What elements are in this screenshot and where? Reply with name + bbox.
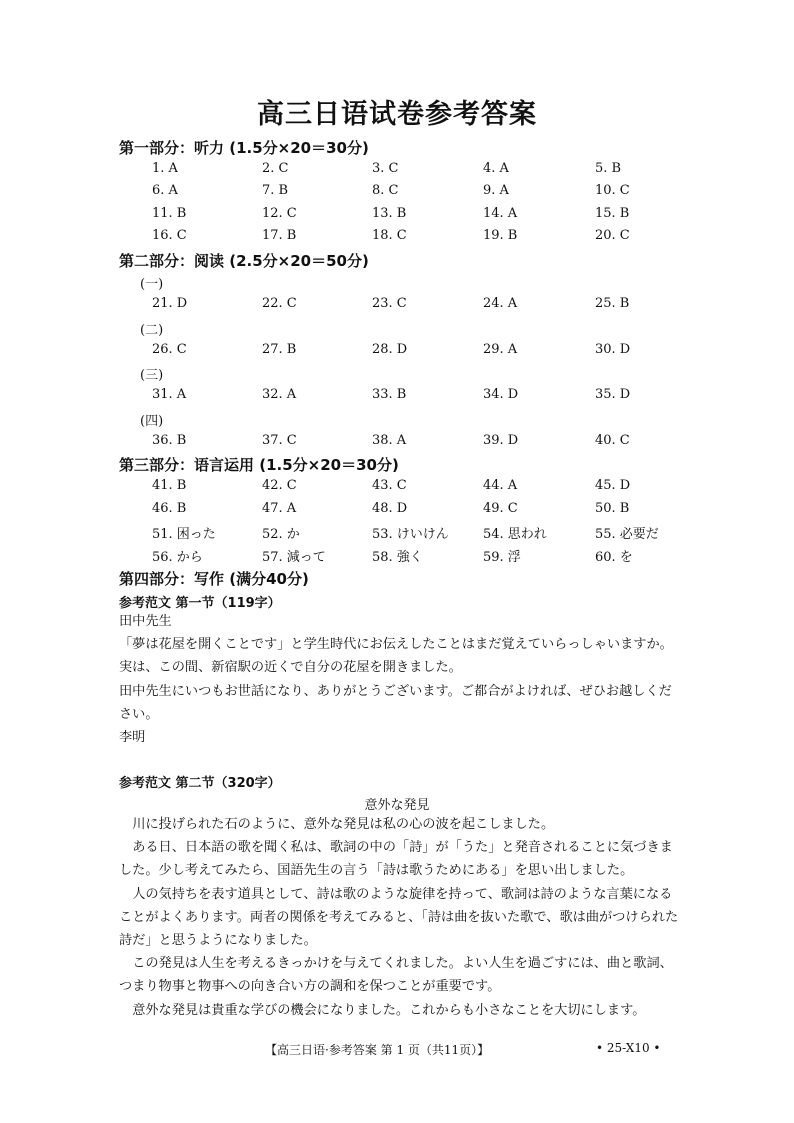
essay-paragraph: この発見は人生を考えるきっかけを与えてくれました。よい人生を過ごすには、曲と歌詞、つまり物事と物事への向き合い方の調和を保つことが重要です。 [119,956,673,995]
answer-row [0,501,794,521]
answer-cell: 13. B [372,206,407,221]
answer-cell: 48. D [372,501,408,516]
answer-cell: 60. を [595,550,633,565]
answer-cell: 4. A [483,161,509,176]
answer-cell: 19. B [483,228,518,243]
answer-cell: 40. C [595,433,630,448]
part2-heading: 第二部分：阅读 (2.5分×20＝50分) [119,252,369,270]
answer-cell: 2. C [262,161,289,176]
answer-cell: 47. A [262,501,297,516]
answer-cell: 17. B [262,228,297,243]
subsection-label: (二) [140,323,164,338]
answer-cell: 1. A [152,161,178,176]
answer-row [0,296,794,316]
footer-code: • 25-X10 • [596,1041,661,1055]
answer-cell: 44. A [483,478,518,493]
answer-cell: 16. C [152,228,187,243]
answer-row [0,228,794,248]
answer-cell: 30. D [595,342,631,357]
answer-cell: 33. B [372,387,407,402]
answer-cell: 38. A [372,433,407,448]
answer-cell: 52. か [262,527,300,542]
answer-cell: 12. C [262,206,297,221]
answer-cell: 25. B [595,296,630,311]
answer-cell: 18. C [372,228,407,243]
essay-paragraph: 意外な発見は貴重な学びの機会になりました。これからも小さなことを大切にします。 [132,1002,646,1018]
answer-cell: 56. から [152,550,203,565]
answer-cell: 57. 減って [262,550,326,565]
answer-cell: 36. B [152,433,187,448]
answer-cell: 35. D [595,387,631,402]
answer-cell: 21. D [152,296,188,311]
sample1-line: 田中先生 [119,614,172,629]
answer-cell: 24. A [483,296,518,311]
essay-paragraph: ある日、日本語の歌を聞く私は、歌詞の中の「詩」が「うた」と発音されることに気づきました。少し考えてみたら、国語先生の言う「詩は歌うためにある」を思い出しました。 [119,840,673,879]
answer-cell: 5. B [595,161,622,176]
answer-cell: 22. C [262,296,297,311]
answer-cell: 50. B [595,501,630,516]
answer-row [0,387,794,407]
answer-cell: 27. B [262,342,297,357]
part3-heading: 第三部分：语言运用 (1.5分×20＝30分) [119,456,399,474]
answer-cell: 51. 困った [152,527,216,542]
sample1-line: 田中先生にいつもお世話になり、ありがとうございます。ご都合がよければ、ぜひお越しください。 [119,683,672,722]
answer-cell: 31. A [152,387,187,402]
part4-heading: 第四部分：写作 (满分40分) [119,570,309,588]
answer-cell: 32. A [262,387,297,402]
answer-cell: 59. 浮 [483,550,521,565]
answer-row [0,523,794,543]
answer-cell: 20. C [595,228,630,243]
subsection-label: (四) [140,414,164,429]
answer-cell: 14. A [483,206,518,221]
answer-cell: 15. B [595,206,630,221]
subsection-label: (一) [140,277,164,292]
answer-cell: 9. A [483,183,509,198]
part1-heading: 第一部分：听力 (1.5分×20＝30分) [119,139,369,157]
answer-row [0,161,794,181]
essay-paragraph: 人の気持ちを表す道具として、詩は歌のような旋律を持って、歌詞は詩のような言葉になることがよくあります。両者の関係を考えてみると、「詩は曲を抜いた歌で、歌は曲がつけられた詩だ」と思うようになりました。 [119,886,679,949]
answer-cell: 49. C [483,501,518,516]
answer-cell: 54. 思われ [483,527,547,542]
answer-cell: 29. A [483,342,518,357]
sample1-body [119,610,679,749]
answer-cell: 6. A [152,183,178,198]
essay-paragraph: 川に投げられた石のように、意外な発見は私の心の波を起こしました。 [132,817,555,832]
answer-row [0,478,794,498]
answer-cell: 58. 強く [372,550,423,565]
answer-row [0,342,794,362]
answer-cell: 42. C [262,478,297,493]
sample1-line: 「夢は花屋を開くことです」と学生時代にお伝えしたことはまだ覚えていらっしゃいますか。実は、この間、新宿駅の近くで自分の花屋を開きました。 [119,637,673,676]
sample1-line: 李明 [119,730,146,746]
essay-title: 意外な発見 [364,798,430,813]
answer-cell: 11. B [152,206,187,221]
answer-cell: 10. C [595,183,630,198]
answer-cell: 26. C [152,342,187,357]
sample1-heading: 参考范文 第一节（119字） [119,596,281,611]
subsection-label: (三) [140,368,164,383]
answer-cell: 39. D [483,433,519,448]
answer-cell: 43. C [372,478,407,493]
footer-page-info: 【高三日语·参考答案 第 1 页（共11页）】 [265,1043,490,1057]
answer-row [0,206,794,226]
sample2-heading: 参考范文 第二节（320字） [119,776,281,791]
answer-cell: 3. C [372,161,399,176]
answer-cell: 45. D [595,478,631,493]
answer-cell: 55. 必要だ [595,527,659,542]
answer-cell: 41. B [152,478,187,493]
answer-cell: 23. C [372,296,407,311]
answer-row [0,433,794,453]
answer-cell: 53. けいけん [372,527,449,542]
answer-cell: 8. C [372,183,399,198]
answer-cell: 37. C [262,433,297,448]
page-title: 高三日语试卷参考答案 [257,99,537,130]
answer-cell: 28. D [372,342,408,357]
sample2-body [119,813,679,1022]
answer-row [0,183,794,203]
answer-cell: 7. B [262,183,289,198]
answer-cell: 46. B [152,501,187,516]
answer-row [0,546,794,566]
answer-cell: 34. D [483,387,519,402]
